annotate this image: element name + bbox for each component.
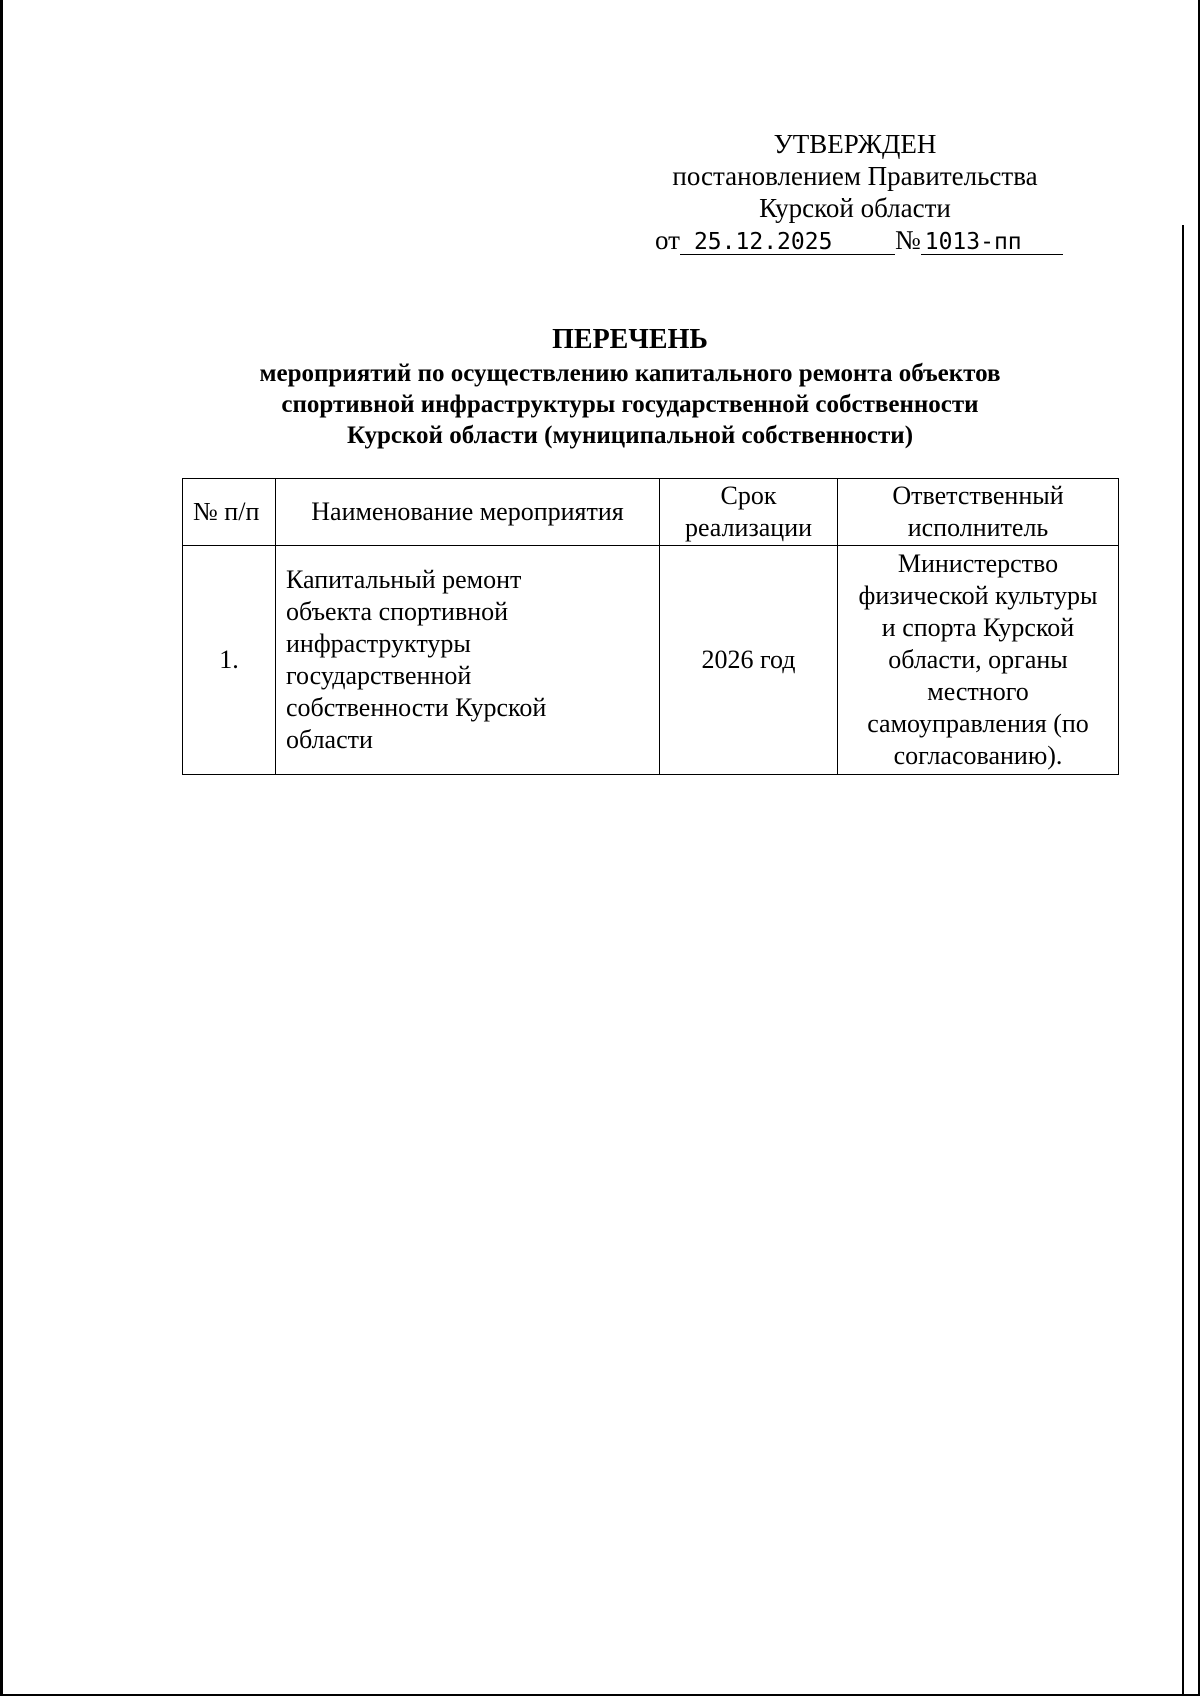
cell-responsible-text: Министерство физической культуры и спорта Курской области, органы местного самоуправления (по согласованию).: [858, 549, 1098, 770]
title-line-1: мероприятий по осуществлению капитального ремонта объектов: [259, 360, 1001, 387]
cell-responsible: [838, 546, 1119, 775]
title-line-3: Курской области (муниципальной собственности): [346, 422, 914, 449]
cell-name-text: Капитальный ремонт объекта спортивной инфраструктуры государственной собственности Курской области: [286, 565, 547, 754]
title-heading: ПЕРЕЧЕНЬ: [552, 324, 708, 355]
scan-edge-left: [0, 0, 3, 1696]
header-responsible: Ответственный исполнитель: [838, 479, 1119, 546]
cell-name: [276, 546, 660, 775]
scan-edge-right-inner: [1182, 225, 1184, 1696]
table-row: [183, 546, 1119, 775]
approval-region: Курской области: [759, 193, 951, 223]
approval-date: 25.12.2025: [680, 230, 895, 255]
approval-status: УТВЕРЖДЕН: [773, 129, 937, 159]
table-header-row: [183, 479, 1119, 546]
approval-number: 1013-пп: [921, 230, 1063, 255]
header-term: Срок реализации: [660, 479, 838, 546]
approval-block: [640, 128, 1070, 256]
title-line-2: спортивной инфраструктуры государственной собственности: [281, 391, 979, 418]
cell-term: 2026 год: [660, 546, 838, 775]
header-num: № п/п: [183, 479, 276, 546]
approval-reference: [655, 224, 1070, 256]
approval-act: постановлением Правительства: [672, 161, 1038, 191]
date-prefix: от: [655, 225, 680, 255]
measures-table: [182, 478, 1119, 775]
number-prefix: №: [894, 225, 921, 255]
document-title: [150, 322, 1110, 451]
cell-num: 1.: [183, 546, 276, 775]
header-name: Наименование мероприятия: [276, 479, 660, 546]
